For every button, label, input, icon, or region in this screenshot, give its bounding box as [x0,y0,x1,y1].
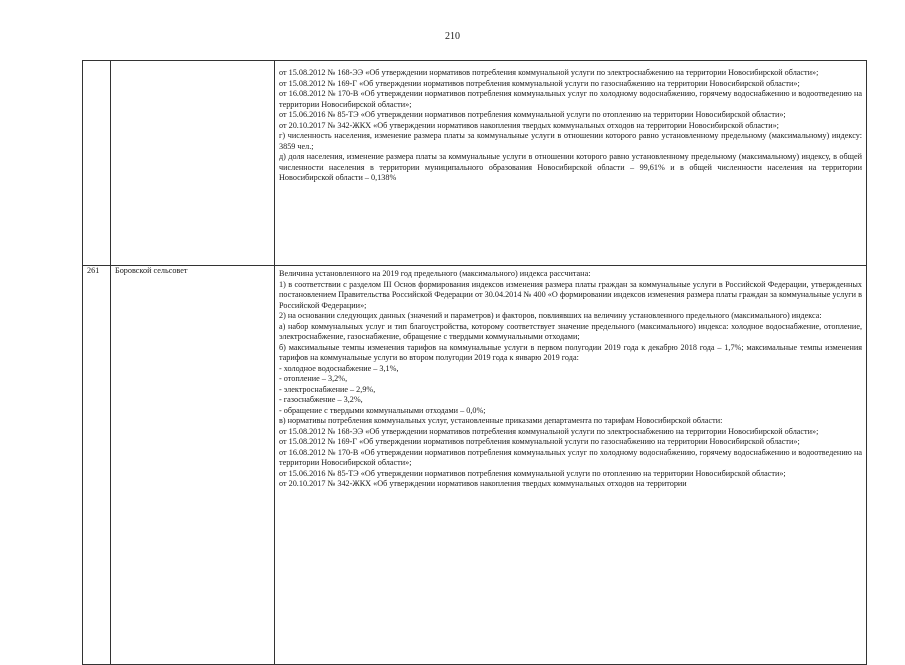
paragraph: от 16.08.2012 № 170-В «Об утверждении нормативов потребления коммунальных услуг по холодному водоснабжению, горячему водоснабжению и водоотведению на территории Новосибирской области»; [279,89,862,109]
paragraph: а) набор коммунальных услуг и тип благоустройства, которому соответствует значение предельного (максимального) индекса: холодное водоснабжение, отопление, электроснабжение, газоснабжение, обращение с твердыми коммунальными отходами; [279,321,862,341]
paragraph: 2) на основании следующих данных (значений и параметров) и факторов, повлиявших на величину установленного предельного (максимального) индекса: [279,311,822,320]
paragraph: 1) в соответствии с разделом III Основ формирования индексов изменения размера платы граждан за коммунальные услуги в Российской Федерации, утвержденных постановлением Правительства Российской Федерации от 30.04.2014 № 400 «О формировании индексов изменения размера платы граждан за коммунальные услуги в Российской Федерации»; [279,279,862,310]
paragraph: - отопление – 3,2%, [279,374,348,383]
paragraph: от 15.08.2012 № 169-Г «Об утверждении нормативов потребления коммунальной услуги по газоснабжению на территории Новосибирской области»; [279,437,800,446]
municipality-name: Боровской сельсовет [111,266,275,665]
paragraph: от 16.08.2012 № 170-В «Об утверждении нормативов потребления коммунальных услуг по холодному водоснабжению, горячему водоснабжению и водоотведению на территории Новосибирской области»; [279,447,862,467]
paragraph: в) нормативы потребления коммунальных услуг, установленные приказами департамента по тарифам Новосибирской области: [279,416,723,425]
paragraph: от 20.10.2017 № 342-ЖКХ «Об утверждении нормативов накопления твердых коммунальных отходов на территории Новосибирской области»; [279,120,779,130]
paragraph: от 15.08.2012 № 168-ЭЭ «Об утверждении нормативов потребления коммунальной услуги по электроснабжению на территории Новосибирской области»; [279,68,819,77]
paragraph: от 15.06.2016 № 85-ТЭ «Об утверждении нормативов потребления коммунальной услуги по отоплению на территории Новосибирской области»; [279,468,786,478]
row-number [83,61,111,266]
paragraph: Величина установленного на 2019 год предельного (максимального) индекса рассчитана: [279,269,591,278]
paragraph: от 15.08.2012 № 168-ЭЭ «Об утверждении нормативов потребления коммунальной услуги по электроснабжению на территории Новосибирской области»; [279,426,819,436]
row-number: 261 [83,266,111,665]
document-table [82,60,867,665]
description-cell [275,266,867,665]
table-row [83,61,867,266]
description-cell [275,61,867,266]
paragraph: от 15.06.2016 № 85-ТЭ «Об утверждении нормативов потребления коммунальной услуги по отоплению на территории Новосибирской области»; [279,110,786,119]
page-number: 210 [445,31,460,42]
paragraph: - холодное водоснабжение – 3,1%, [279,363,399,373]
paragraph: д) доля населения, изменение размера платы за коммунальные услуги в отношении которого равно установленному предельному (максимальному) индексу, в общей численности населения в территории муниципального образования Новосибирской области – 99,61% и в общей численности населения на территории Новосибирской области – 0,138% [279,152,862,182]
paragraph: - электроснабжение – 2,9%, [279,384,376,394]
paragraph: от 15.08.2012 № 169-Г «Об утверждении нормативов потребления коммунальной услуги по газоснабжению на территории Новосибирской области»; [279,78,800,88]
paragraph: б) максимальные темпы изменения тарифов на коммунальные услуги в первом полугодии 2019 года к декабрю 2018 года – 1,7%; максимальные темпы изменения тарифов на коммунальные услуги во втором полугодии 2019 года к январю 2019 года: [279,342,862,362]
paragraph: - газоснабжение – 3,2%, [279,395,363,404]
paragraph: от 20.10.2017 № 342-ЖКХ «Об утверждении нормативов накопления твердых коммунальных отходов на территории [279,479,687,488]
table-row [83,266,867,665]
paragraph: - обращение с твердыми коммунальными отходами – 0,0%; [279,405,486,415]
paragraph: г) численность населения, изменение размера платы за коммунальные услуги в отношении которого равно установленному предельному (максимальному) индексу: 3859 чел.; [279,131,862,151]
municipality-name [111,61,275,266]
